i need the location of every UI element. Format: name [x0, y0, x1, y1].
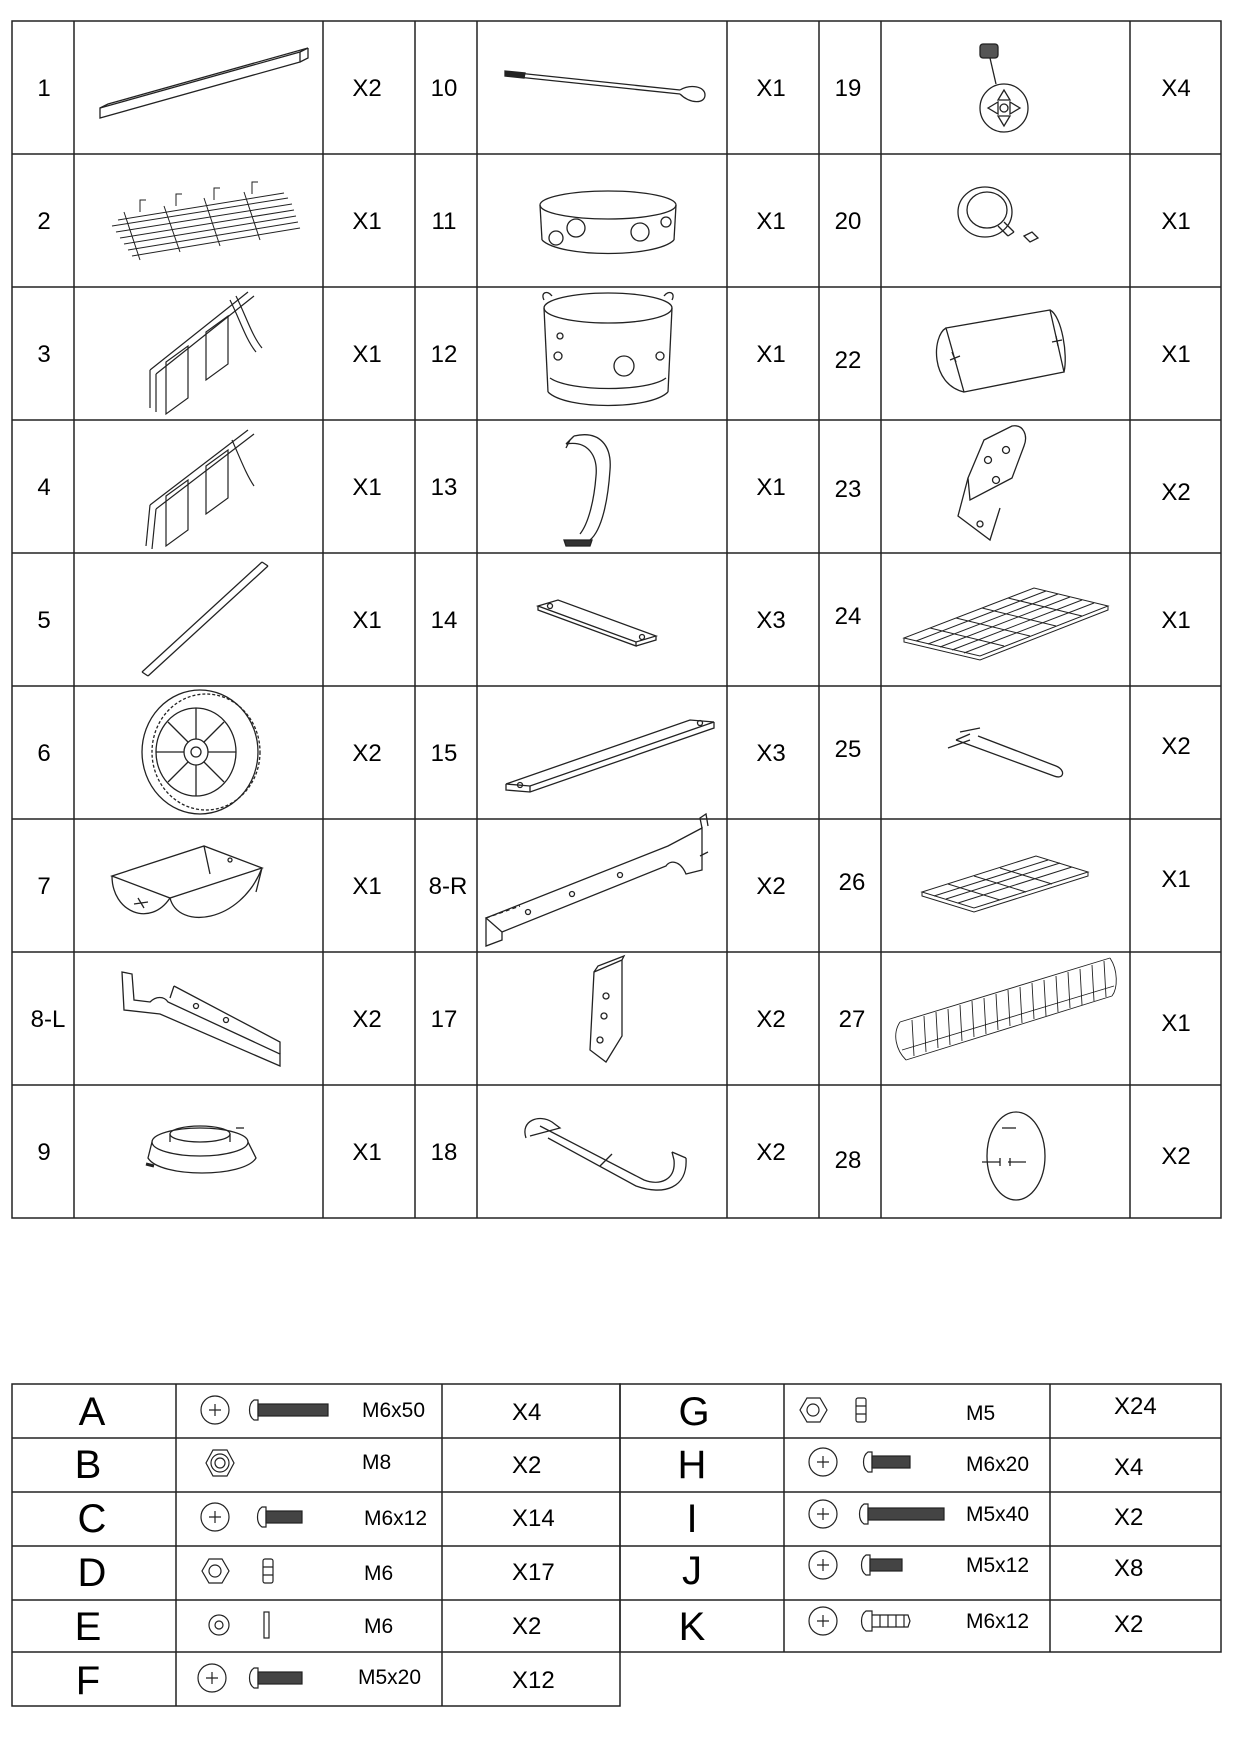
hardware-size: M6	[364, 1615, 394, 1638]
part-number: 19	[834, 75, 862, 102]
part-qty: X1	[352, 474, 382, 501]
part-qty: X1	[756, 208, 786, 235]
part-number: 8-L	[30, 1006, 66, 1033]
air-vent-damper-icon	[980, 44, 1028, 132]
part-qty: X2	[756, 873, 786, 900]
part-qty: X1	[756, 474, 786, 501]
part-number: 28	[834, 1147, 862, 1174]
part-number: 7	[37, 873, 51, 900]
hardware-letter: F	[75, 1659, 101, 1703]
cooking-grate-icon	[904, 588, 1108, 660]
round-end-cap-icon	[982, 1112, 1045, 1200]
hardware-letter: E	[74, 1605, 102, 1649]
hardware-letter: B	[74, 1443, 102, 1487]
part-number: 23	[834, 476, 862, 503]
part-number: 12	[430, 341, 458, 368]
washer-icon	[209, 1612, 269, 1638]
part-number: 3	[37, 341, 51, 368]
hardware-letter: G	[678, 1390, 710, 1434]
hardware-size: M5x12	[966, 1554, 1030, 1577]
small-grate-icon	[922, 856, 1088, 912]
part-number: 2	[37, 208, 51, 235]
thumb-screw-icon	[809, 1607, 910, 1635]
part-number: 11	[431, 208, 457, 235]
hardware-qty: X14	[512, 1505, 555, 1532]
hardware-size: M6x50	[362, 1399, 426, 1422]
right-support-bracket-icon	[486, 814, 708, 946]
firebox-barrel-icon	[543, 293, 673, 406]
hardware-letter: I	[686, 1497, 698, 1541]
warming-rack-icon	[112, 182, 300, 260]
hardware-qty: X2	[512, 1452, 542, 1479]
lid-handle-icon	[564, 435, 610, 546]
part-number: 18	[430, 1139, 458, 1166]
hardware-letter: C	[77, 1497, 107, 1541]
leg-frame-icon	[146, 430, 254, 549]
wheel-icon	[142, 690, 260, 814]
part-number: 22	[834, 347, 862, 374]
hinge-plate-icon	[590, 956, 624, 1062]
hardware-size: M5x20	[358, 1666, 422, 1689]
short-flat-bar-icon	[538, 600, 656, 646]
hardware-qty: X17	[512, 1559, 555, 1586]
mounting-bracket-icon	[958, 426, 1026, 540]
part-number: 27	[838, 1006, 866, 1033]
hardware-size: M6x20	[966, 1453, 1030, 1476]
hardware-qty: X4	[512, 1399, 542, 1426]
hardware-qty: X2	[1114, 1611, 1144, 1638]
part-number: 8-R	[428, 873, 468, 900]
part-number: 4	[37, 474, 51, 501]
hardware-size: M6	[364, 1562, 394, 1585]
hardware-qty: X2	[512, 1613, 542, 1640]
poker-rod-icon	[505, 71, 705, 102]
leg-frame-icon	[150, 292, 262, 414]
hardware-letter: K	[678, 1605, 706, 1649]
part-number: 5	[37, 607, 51, 634]
part-qty: X1	[1161, 341, 1191, 368]
wire-hook-icon	[948, 728, 1063, 777]
square-tube-icon	[100, 48, 308, 118]
part-qty: X3	[756, 740, 786, 767]
part-qty: X4	[1161, 75, 1191, 102]
hex-nut-icon	[202, 1559, 273, 1583]
part-qty: X2	[352, 1006, 382, 1033]
hardware-qty: X12	[512, 1667, 555, 1694]
left-support-bracket-icon	[122, 972, 280, 1066]
part-number: 25	[834, 736, 862, 763]
part-number: 6	[37, 740, 51, 767]
bolt-icon	[201, 1503, 302, 1531]
part-number: 26	[838, 869, 866, 896]
part-qty: X1	[352, 607, 382, 634]
side-box-icon	[936, 310, 1065, 392]
bolt-icon	[809, 1500, 944, 1528]
hex-nut-icon	[800, 1398, 866, 1422]
part-number: 20	[834, 208, 862, 235]
part-qty: X1	[1161, 866, 1191, 893]
bolt-icon	[809, 1551, 902, 1579]
part-qty: X1	[756, 75, 786, 102]
hardware-letter: A	[78, 1390, 106, 1434]
part-qty: X1	[1161, 208, 1191, 235]
side-handle-icon	[525, 1119, 686, 1191]
hardware-qty: X2	[1114, 1504, 1144, 1531]
part-qty: X1	[352, 1139, 382, 1166]
part-qty: X2	[352, 75, 382, 102]
part-qty: X2	[1161, 733, 1191, 760]
hardware-letter: D	[77, 1551, 107, 1595]
hardware-size: M6x12	[364, 1507, 428, 1530]
part-number: 13	[430, 474, 458, 501]
hardware-letter: H	[677, 1443, 707, 1487]
ash-tray-icon	[112, 846, 262, 917]
part-qty: X2	[1161, 1143, 1191, 1170]
part-qty: X2	[756, 1006, 786, 1033]
hardware-size: M5x40	[966, 1503, 1030, 1526]
part-qty: X2	[756, 1139, 786, 1166]
bolt-icon	[201, 1396, 328, 1424]
part-number: 14	[430, 607, 458, 634]
chimney-collar-icon	[146, 1126, 256, 1173]
part-number: 9	[37, 1139, 51, 1166]
part-number: 17	[430, 1006, 458, 1033]
hardware-qty: X24	[1114, 1393, 1157, 1420]
bolt-icon	[809, 1448, 910, 1476]
charcoal-ring-icon	[540, 191, 676, 254]
hardware-size: M5	[966, 1402, 996, 1425]
part-number: 15	[430, 740, 458, 767]
hardware-size: M6x12	[966, 1610, 1030, 1633]
hardware-size: M8	[362, 1451, 392, 1474]
temperature-gauge-icon	[958, 187, 1038, 242]
part-qty: X1	[1161, 607, 1191, 634]
part-number: 10	[430, 75, 458, 102]
part-qty: X1	[756, 341, 786, 368]
long-flat-bar-icon	[506, 720, 714, 792]
part-qty: X1	[352, 208, 382, 235]
part-qty: X1	[352, 873, 382, 900]
hardware-letter: J	[682, 1549, 702, 1593]
part-qty: X2	[352, 740, 382, 767]
part-qty: X1	[1161, 1010, 1191, 1037]
lock-nut-icon	[206, 1450, 234, 1476]
hardware-qty: X8	[1114, 1555, 1144, 1582]
hardware-qty: X4	[1114, 1454, 1144, 1481]
part-qty: X1	[352, 341, 382, 368]
part-number: 24	[834, 603, 862, 630]
part-qty: X3	[756, 607, 786, 634]
wire-basket-icon	[896, 958, 1117, 1060]
part-qty: X2	[1161, 479, 1191, 506]
part-number: 1	[37, 75, 51, 102]
bolt-icon	[198, 1664, 302, 1692]
axle-rod-icon	[142, 562, 268, 676]
